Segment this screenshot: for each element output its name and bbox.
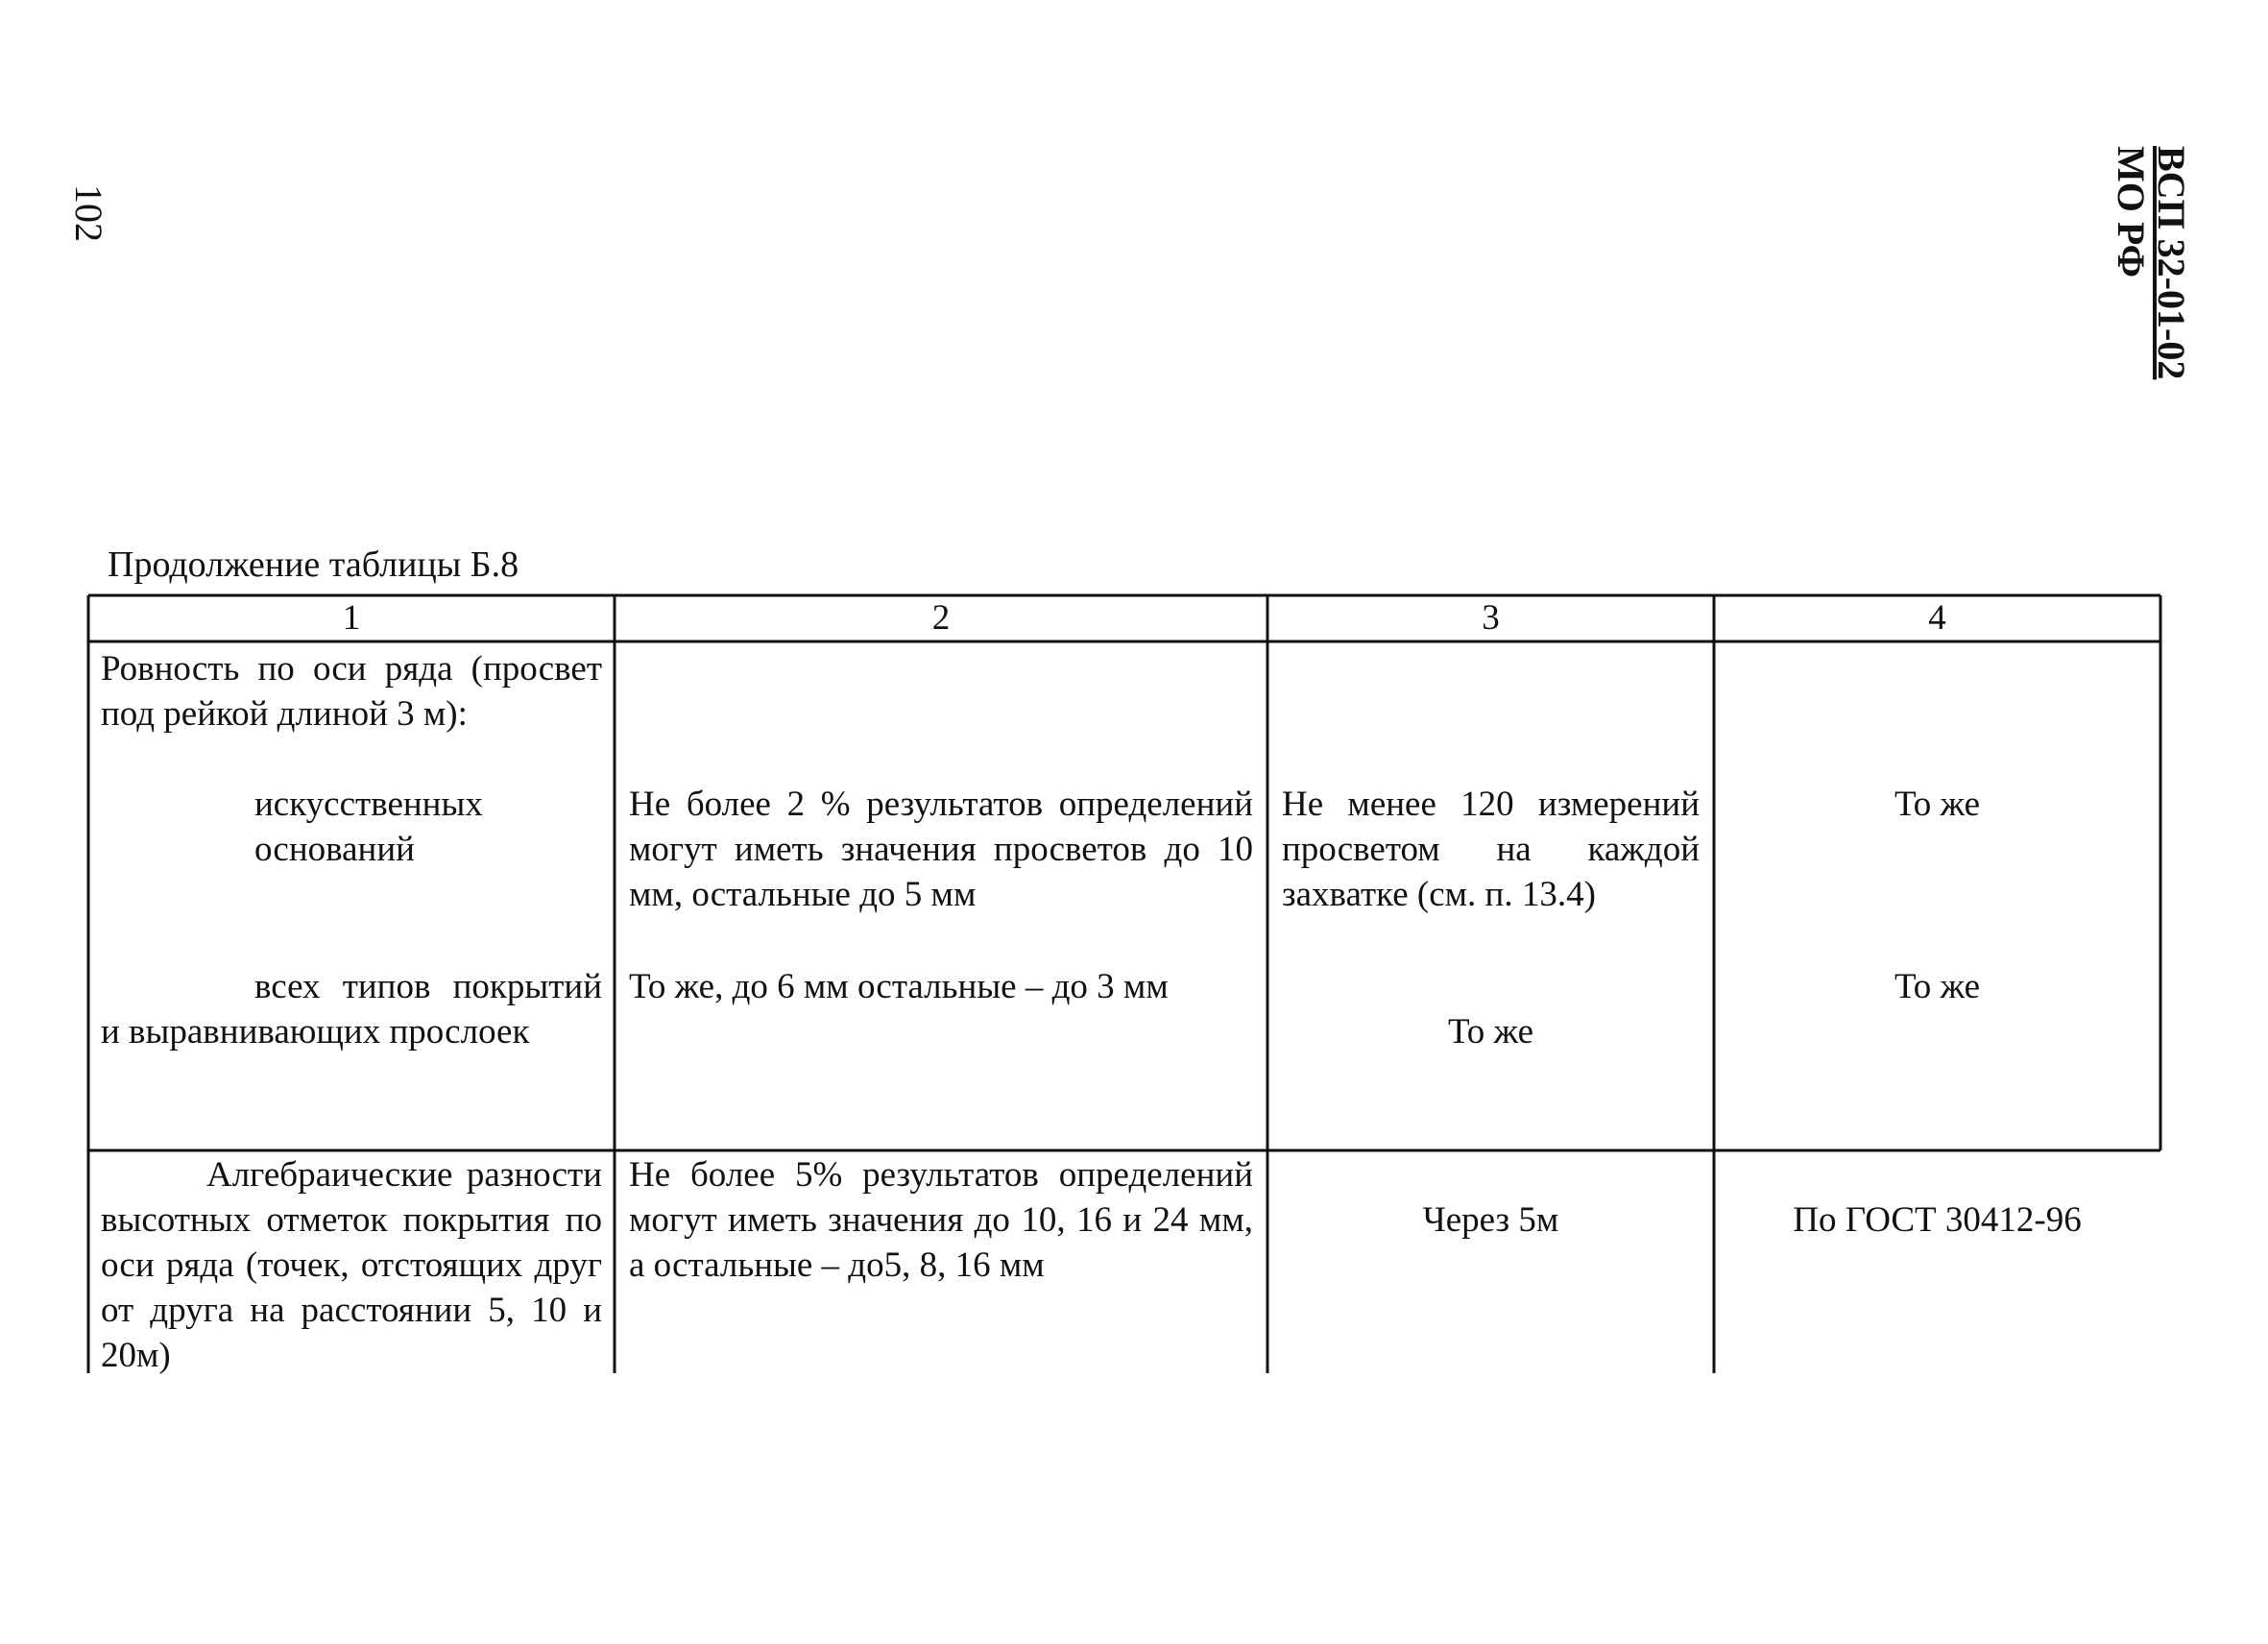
row1-bases-control-volume: Не менее 120 измерений просветом на каждой захватке (см. п. 13.4) [1282, 785, 1700, 914]
row2-method: По ГОСТ 30412-96 [1793, 1200, 2082, 1240]
row1-subparam-bases: искусственных оснований [254, 785, 483, 869]
row2-control-volume: Через 5м [1422, 1200, 1559, 1240]
row2-parameter: Алгебраические разности высотных отметок покрытия по оси ряда (точек, отстоящих друг от друга на расстоянии 5, 10 и 20м) [101, 1155, 602, 1375]
organization-line: МО РФ [2110, 146, 2153, 278]
row1-parameter-title: Ровность по оси ряда (просвет под рейкой длиной 3 м): [101, 649, 602, 734]
column-header-2: 2 [931, 598, 951, 638]
column-header-1: 1 [342, 598, 361, 638]
row1-subparam-coatings: всех типов покрытий и выравнивающих прослоек [101, 967, 602, 1052]
row1-bases-tolerance: Не более 2 % результатов определений могут иметь значения просветов до 10 мм, остальные до 5 мм [629, 785, 1253, 914]
document-code-line: ВСП 32-01-02 [2150, 146, 2193, 380]
row1-coatings-tolerance: То же, до 6 мм остальные – до 3 мм [629, 967, 1169, 1006]
row1-coatings-method: То же [1894, 967, 1981, 1006]
row1-coatings-control-volume: То же [1447, 1012, 1534, 1052]
page-number: 102 [67, 184, 110, 242]
row2-tolerance: Не более 5% результатов определений могут иметь значения до 10, 16 и 24 мм, а остальные – до5, 8, 16 мм [629, 1155, 1253, 1285]
column-header-4: 4 [1928, 598, 1946, 638]
row1-bases-method: То же [1894, 785, 1981, 824]
column-header-3: 3 [1482, 598, 1500, 638]
table-caption: Продолжение таблицы Б.8 [108, 544, 519, 585]
